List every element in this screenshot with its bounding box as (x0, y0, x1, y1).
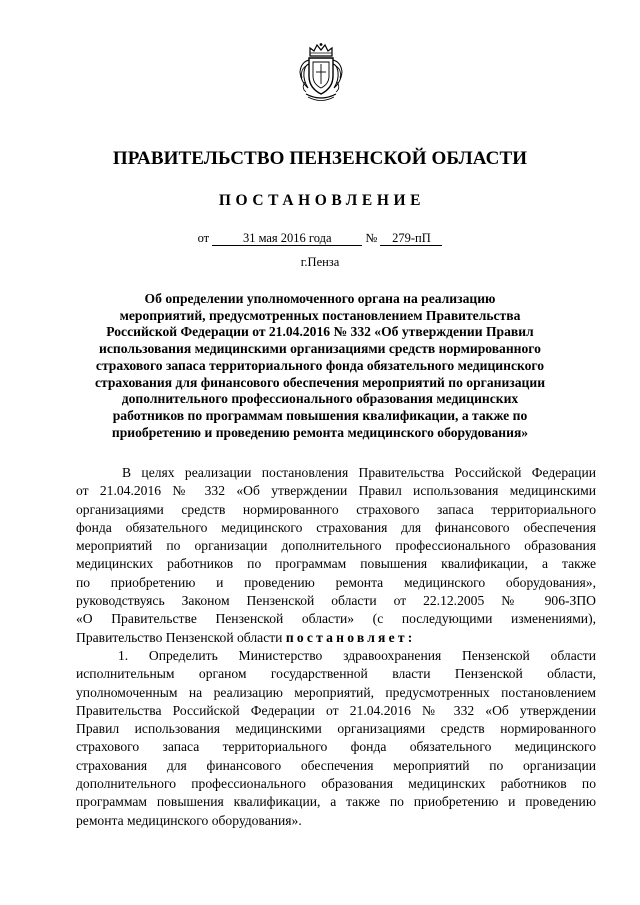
body-line: от 21.04.2016 № 332 «Об утверждении Правил использования медицинскими (76, 483, 596, 499)
body-line: страхового запаса территориального фонда обязательного медицинского (76, 739, 596, 755)
body-line: В целях реализации постановления Правительства Российской Федерации (122, 465, 596, 480)
government-title: ПРАВИТЕЛЬСТВО ПЕНЗЕНСКОЙ ОБЛАСТИ (112, 148, 528, 169)
body-line: ремонта медицинского оборудования». (76, 812, 302, 828)
decree-number: 279-пП (380, 231, 442, 246)
heading-line: работников по программам повышения квалификации, а также по (112, 407, 528, 423)
body-line: медицинских работников по программам повышения квалификации, а также (76, 556, 596, 572)
heading-line: страхования для финансового обеспечения мероприятий по организации (94, 374, 546, 390)
resolves-keyword: постановляет: (285, 629, 416, 645)
number-sign-label: № (365, 231, 378, 245)
body-line: уполномоченным на реализацию мероприятий, предусмотренных постановлением (76, 684, 596, 700)
heading-line: использования медицинскими организациями средств нормированного (99, 341, 541, 357)
body-line-final (76, 629, 596, 647)
decree-type-title: ПОСТАНОВЛЕНИЕ (218, 192, 426, 209)
body-line: 1. Определить Министерство здравоохранения Пензенской области (118, 647, 596, 663)
decree-heading (90, 291, 550, 441)
decree-date-line (0, 231, 640, 246)
city-name: г.Пенза (300, 255, 340, 269)
body-line: программам повышения квалификации, а также по приобретению и проведению (76, 794, 596, 810)
penza-coat-of-arms-icon (296, 42, 346, 104)
preamble-paragraph (76, 464, 596, 647)
body-line: по приобретению и проведению ремонта медицинского оборудования», (76, 574, 596, 590)
body-line: Правил использования медицинскими организациями средств нормированного (76, 721, 596, 737)
clause-1-paragraph (76, 647, 596, 830)
preamble-final-text: Правительство Пензенской области (76, 629, 286, 645)
body-line: «О Правительстве Пензенской области» (с последующими изменениями), (76, 611, 596, 627)
heading-line: Об определении уполномоченного органа на реализацию (144, 291, 496, 306)
decree-date: 31 мая 2016 года (212, 231, 362, 246)
body-line: мероприятий по организации дополнительного профессионального образования (76, 538, 596, 554)
body-line: фонда обязательного медицинского страхования для финансового обеспечения (76, 519, 596, 535)
heading-line: дополнительного профессионального образования медицинских (121, 391, 519, 407)
body-line: организациями средств нормированного страхового запаса территориального (76, 501, 596, 517)
heading-line: страхового запаса территориального фонда обязательного медицинского (95, 357, 545, 373)
body-line: дополнительного профессионального образования медицинских работников по (76, 776, 596, 792)
body-line: руководствуясь Законом Пензенской области от 22.12.2005 № 906-ЗПО (76, 593, 596, 609)
body-line: страхования для финансового обеспечения мероприятий по организации (76, 757, 596, 773)
heading-line: приобретению и проведению ремонта медицинского оборудования» (111, 424, 529, 440)
body-line: исполнительным органом государственной власти Пензенской области, (76, 666, 596, 682)
date-from-label: от (197, 231, 210, 245)
heading-line: Российской Федерации от 21.04.2016 № 332 «Об утверждении Правил (106, 324, 534, 340)
decree-body (76, 464, 596, 830)
body-line: Правительства Российской Федерации от 21.04.2016 № 332 «Об утверждении (76, 702, 596, 718)
heading-line: мероприятий, предусмотренных постановлением Правительства (119, 307, 521, 323)
